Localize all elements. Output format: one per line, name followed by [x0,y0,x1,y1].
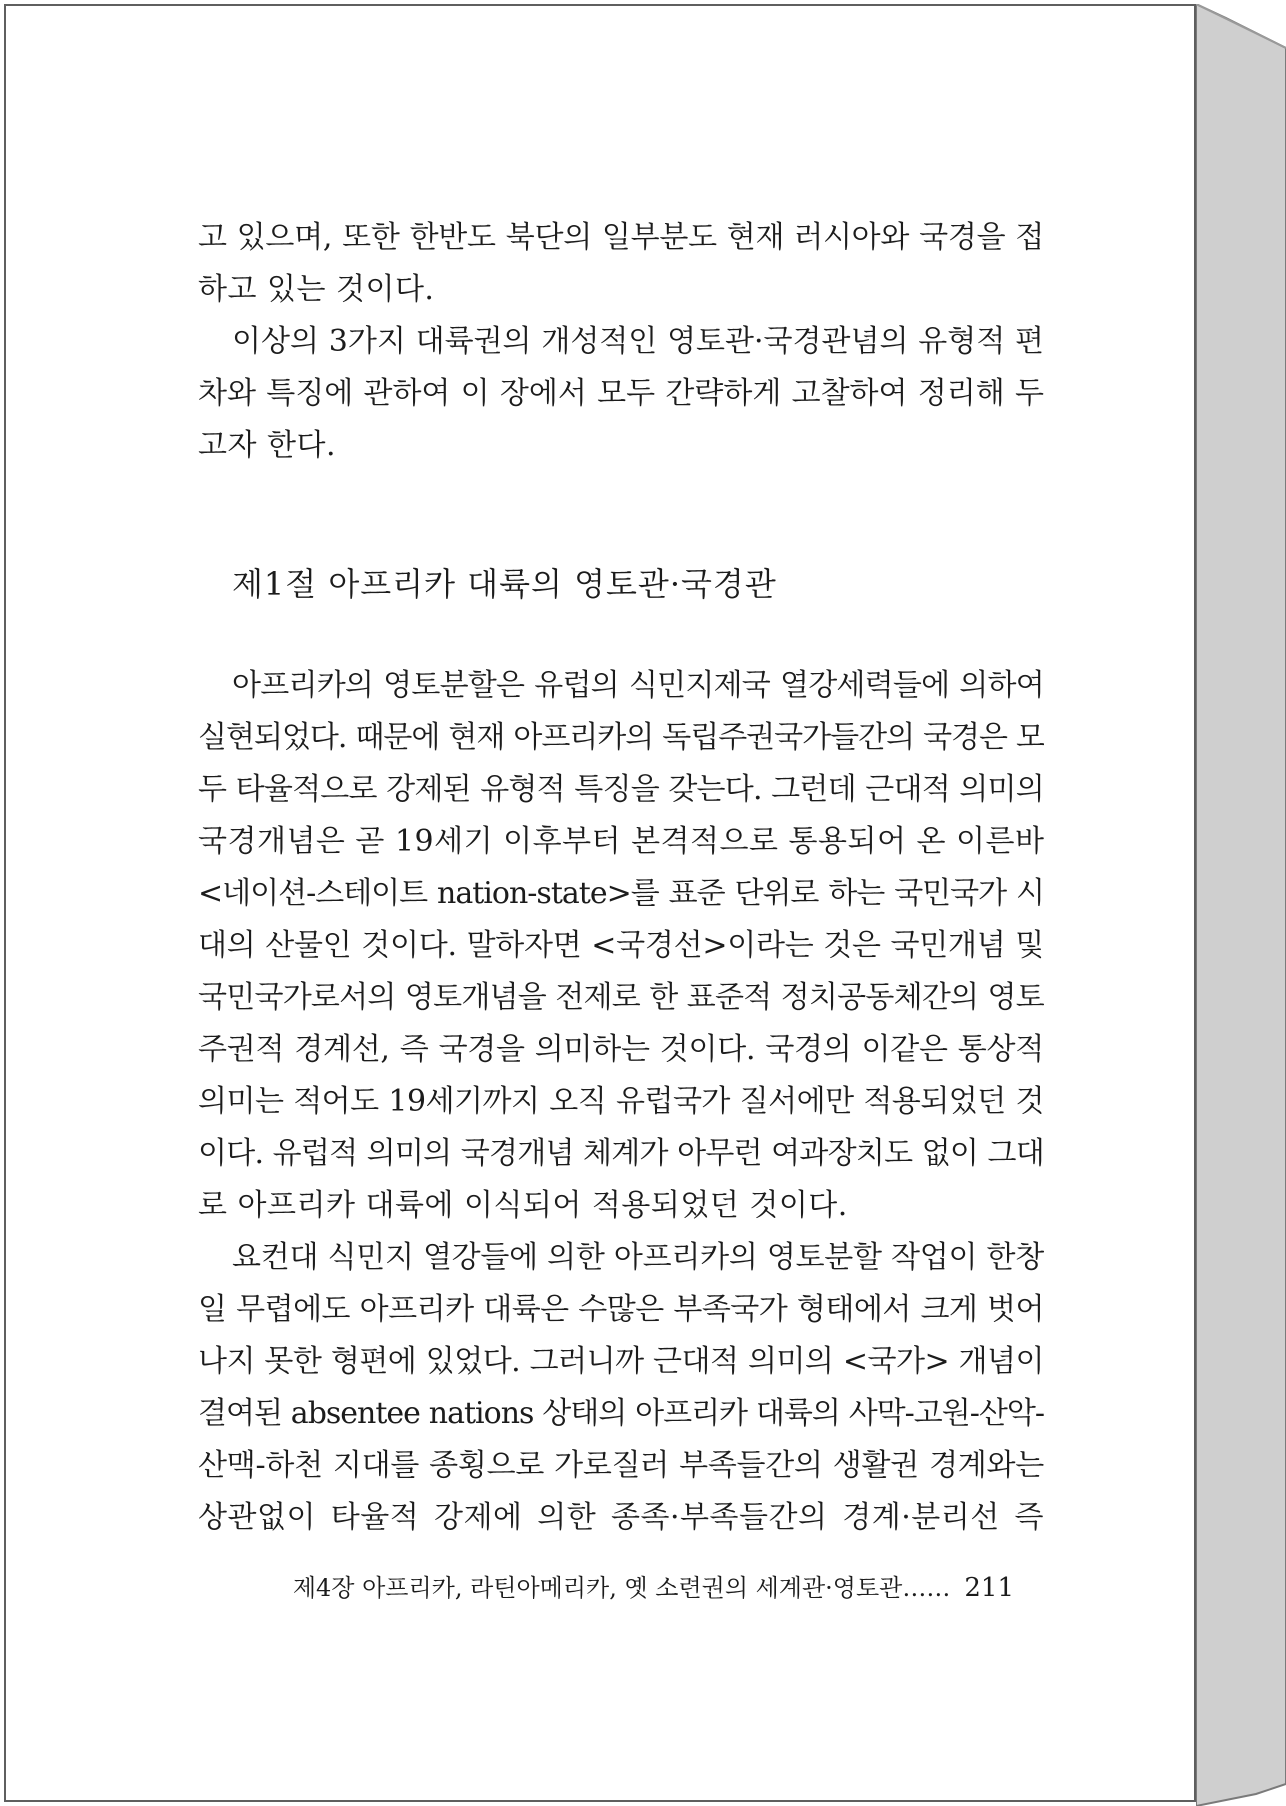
page-body [198,212,1044,1544]
running-footer [290,1568,1014,1608]
text-line: 대의 산물인 것이다. 말하자면 <국경선>이라는 것은 국민개념 및 [198,928,1044,963]
text-line: 아프리카의 영토분할은 유럽의 식민지제국 열강세력들에 의하여 [232,668,1044,703]
section-spacer [198,472,1044,554]
text-line: 의미는 적어도 19세기까지 오직 유럽국가 질서에만 적용되었던 것 [198,1084,1044,1119]
text-line: 고 있으며, 또한 한반도 북단의 일부분도 현재 러시아와 국경을 접 [198,220,1044,255]
text-line: 하고 있는 것이다. [198,272,435,307]
text-line: 결여된 absentee nations 상태의 아프리카 대륙의 사막-고원-산악- [198,1396,1044,1431]
text-line: 주권적 경계선, 즉 국경을 의미하는 것이다. 국경의 이같은 통상적 [198,1032,1044,1067]
text-line: 산맥-하천 지대를 종횡으로 가로질러 부족들간의 생활권 경계와는 [198,1448,1044,1483]
section-heading: 제1절 아프리카 대륙의 영토관·국경관 [232,565,777,603]
text-line: 로 아프리카 대륙에 이식되어 적용되었던 것이다. [198,1188,848,1223]
text-line: 국민국가로서의 영토개념을 전제로 한 표준적 정치공동체간의 영토 [198,980,1044,1015]
running-footer-title: 제4장 아프리카, 라틴아메리카, 옛 소련권의 세계관·영토관…… [292,1574,951,1602]
text-line: 이다. 유럽적 의미의 국경개념 체계가 아무런 여과장치도 없이 그대 [198,1136,1044,1171]
book-page-edge [1196,4,1286,1806]
text-line: 이상의 3가지 대륙권의 개성적인 영토관·국경관념의 유형적 편 [232,324,1044,359]
text-line: 나지 못한 형편에 있었다. 그러니까 근대적 의미의 <국가> 개념이 [198,1344,1044,1379]
section-spacer [198,614,1044,660]
text-line: 상관없이 타율적 강제에 의한 종족·부족들간의 경계·분리선 즉 [198,1500,1044,1535]
text-line: <네이션-스테이트 nation-state>를 표준 단위로 하는 국민국가 시 [198,876,1044,911]
text-line: 일 무렵에도 아프리카 대륙은 수많은 부족국가 형태에서 크게 벗어 [198,1292,1044,1327]
text-line: 두 타율적으로 강제된 유형적 특징을 갖는다. 그런데 근대적 의미의 [198,772,1044,807]
text-line: 실현되었다. 때문에 현재 아프리카의 독립주권국가들간의 국경은 모 [198,720,1044,755]
text-line: 국경개념은 곧 19세기 이후부터 본격적으로 통용되어 온 이른바 [198,824,1044,859]
text-line: 고자 한다. [198,428,336,463]
page-number: 211 [964,1573,1014,1603]
text-line: 차와 특징에 관하여 이 장에서 모두 간략하게 고찰하여 정리해 두 [198,376,1044,411]
text-line: 요컨대 식민지 열강들에 의한 아프리카의 영토분할 작업이 한창 [232,1240,1044,1275]
